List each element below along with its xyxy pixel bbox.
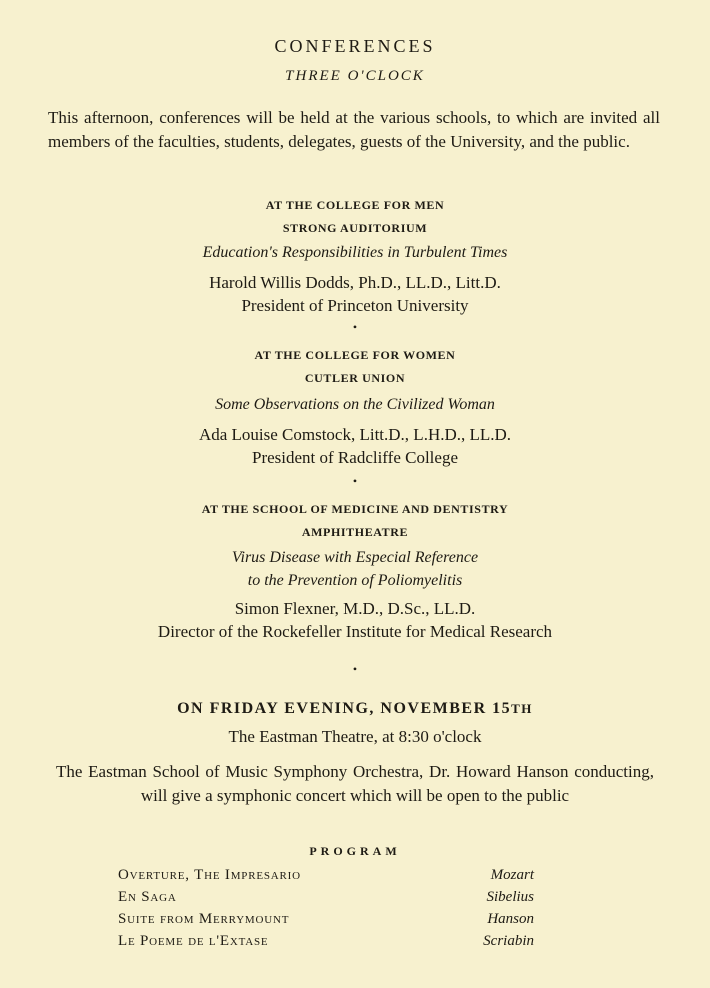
conference-3-position: Director of the Rockefeller Institute for Medical Research [157,622,553,641]
conference-3-topic-line2: to the Prevention of Poliomyelitis [247,572,463,589]
evening-heading [0,700,710,718]
program-item-title: En Saga [118,889,177,905]
conference-2-position: President of Radcliffe College [252,448,458,467]
program-item [118,933,534,955]
conference-1-school: AT THE COLLEGE FOR MEN [265,198,445,212]
program-item [118,889,534,911]
conference-3-venue: AMPHITHEATRE [301,525,409,539]
separator-bullet: • [352,320,358,334]
page-title: CONFERENCES [274,36,436,56]
conference-1-speaker: Harold Willis Dodds, Ph.D., LL.D., Litt.D. [209,273,501,292]
conference-3-topic: Virus Disease with Especial Reference [231,549,479,566]
page-subtitle: THREE O'CLOCK [285,68,425,84]
conference-2-venue: CUTLER UNION [304,371,406,385]
separator-bullet: • [352,474,358,488]
evening-venue: The Eastman Theatre, at 8:30 o'clock [228,727,482,746]
intro-paragraph: This afternoon, conferences will be held at the various schools, to which are invited all members of the faculties, students, delegates, guests of the University, and the public. [48,108,660,151]
program-item-composer: Mozart [490,867,534,883]
separator-bullet: • [352,662,358,676]
concert-description: The Eastman School of Music Symphony Orchestra, Dr. Howard Hanson conducting, will give a symphonic concert which will be open to the public [56,762,654,805]
program-item-composer: Sibelius [486,889,534,905]
program-heading: PROGRAM [309,844,401,858]
conference-1-venue: STRONG AUDITORIUM [282,221,428,235]
program-item-title: Suite from Merrymount [118,911,290,927]
conference-3-school: AT THE SCHOOL OF MEDICINE AND DENTISTRY [201,502,509,516]
conference-2-speaker: Ada Louise Comstock, Litt.D., L.H.D., LL.D. [198,425,512,444]
program-item [118,867,534,889]
conference-2-topic: Some Observations on the Civilized Woman [215,396,495,413]
program-item-title: Le Poeme de l'Extase [118,933,269,949]
evening-heading-suffix: TH [511,701,533,716]
program-item-composer: Hanson [487,911,534,927]
program-item-composer: Scriabin [483,933,534,949]
conference-3-speaker: Simon Flexner, M.D., D.Sc., LL.D. [234,599,476,618]
conference-2-school: AT THE COLLEGE FOR WOMEN [254,348,456,362]
program-item-title: Overture, The Impresario [118,867,301,883]
evening-heading-text: ON FRIDAY EVENING, NOVEMBER 15 [177,700,512,717]
conference-1-position: President of Princeton University [241,296,469,315]
program-item [118,911,534,933]
conference-1-topic: Education's Responsibilities in Turbulent Times [202,244,508,261]
